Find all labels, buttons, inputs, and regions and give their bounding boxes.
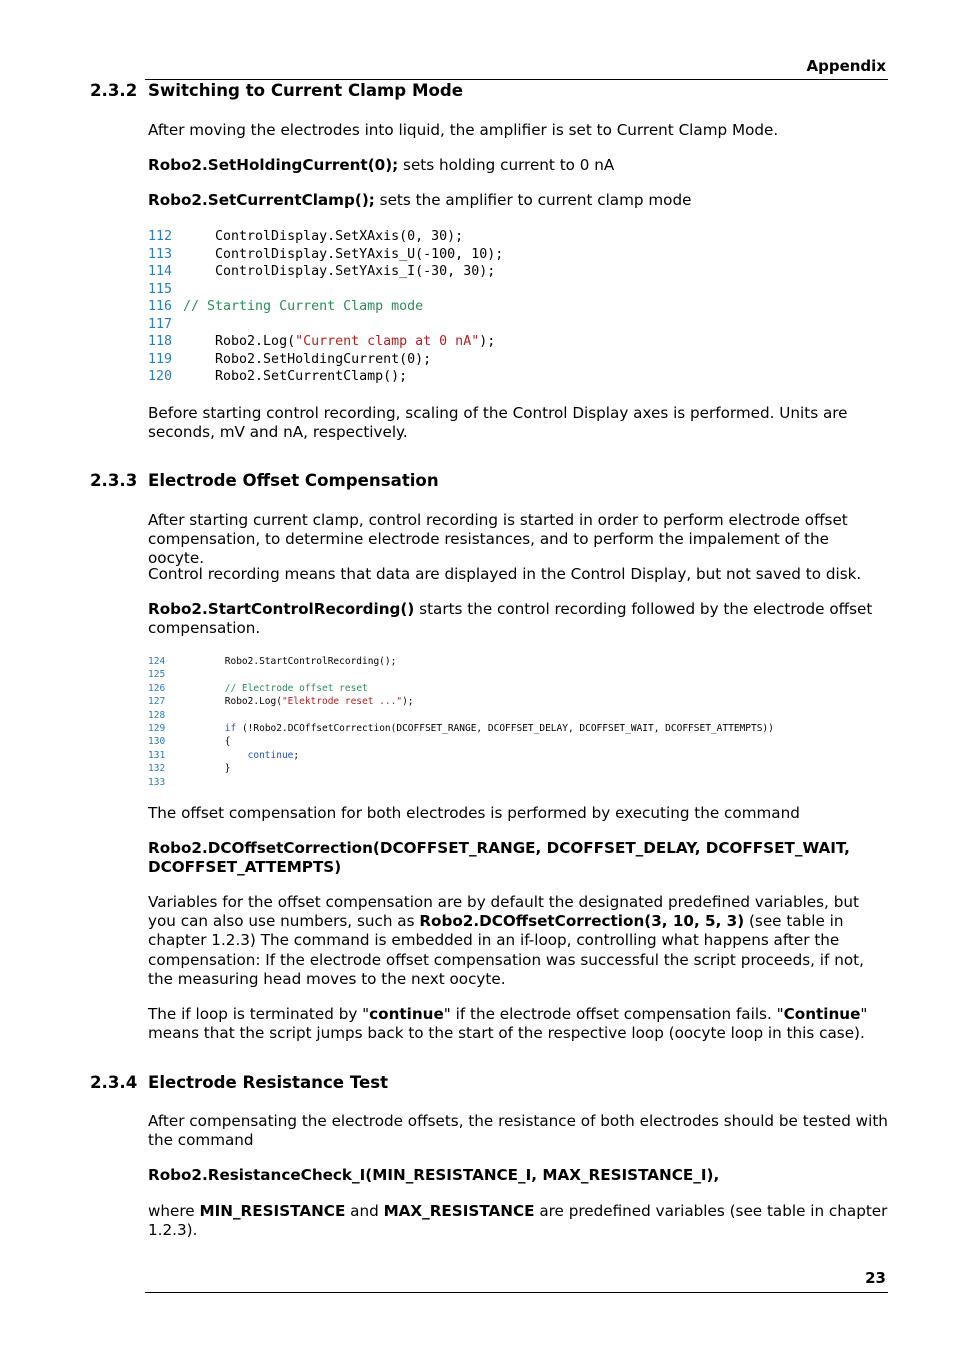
text: " if the electrode offset compensation fails. " — [443, 1005, 784, 1023]
code-post: ); — [402, 696, 414, 708]
section-title: Switching to Current Clamp Mode — [148, 81, 464, 100]
code-line — [148, 722, 774, 735]
line-number: 133 — [148, 776, 166, 788]
line-number: 114 — [148, 264, 173, 279]
code-cmt: // Starting Current Clamp mode — [183, 299, 424, 314]
code-pre: ControlDisplay.SetXAxis(0, 30); — [183, 229, 464, 244]
line-number: 128 — [148, 709, 166, 721]
code-line — [148, 709, 774, 722]
code-line — [148, 228, 503, 246]
code-pre: Robo2.SetHoldingCurrent(0); — [183, 351, 432, 367]
section-number: 2.3.4 — [90, 1073, 138, 1092]
keyword: Continue — [783, 1005, 861, 1023]
text: Variables for the offset compensation are by default the designated predefined variables, but you can also use numbers, such as — [148, 893, 859, 931]
code-line — [148, 368, 503, 386]
page-number: 23 — [865, 1269, 886, 1287]
code-pre: Robo2.Log( — [183, 334, 296, 349]
line-number: 125 — [148, 669, 166, 681]
paragraph: Before starting control recording, scaling of the Control Display axes is performed. Units are seconds, mV and nA, respectively. — [148, 404, 848, 442]
code-pre: ControlDisplay.SetYAxis_U(-100, 10); — [183, 246, 504, 262]
line-number: 127 — [148, 696, 166, 708]
code-line — [148, 655, 774, 668]
code-line — [148, 246, 503, 264]
code-cmt: // Electrode offset reset — [224, 682, 368, 694]
text: starts the control recording followed by the electrode offset compensation. — [148, 600, 873, 638]
code-line — [148, 749, 774, 762]
code-pre: } — [179, 763, 231, 775]
code-post: ; — [293, 749, 300, 761]
code-line — [148, 351, 503, 369]
paragraph: After compensating the electrode offsets, the resistance of both electrodes should be tested with the command — [148, 1112, 888, 1150]
code-str: "Current clamp at 0 nA" — [295, 334, 480, 349]
code-line — [148, 776, 774, 789]
code-line — [148, 298, 503, 316]
section-number: 2.3.3 — [90, 471, 138, 490]
running-header: Appendix — [806, 57, 886, 75]
line-number: 120 — [148, 369, 173, 384]
code-kw: continue — [247, 749, 294, 761]
line-number: 112 — [148, 229, 173, 244]
code-line — [148, 668, 774, 681]
paragraph — [148, 600, 888, 638]
header-rule — [145, 79, 888, 80]
section-heading-2-3-3 — [0, 471, 954, 491]
code-post: ); — [479, 334, 496, 349]
code-pre: Robo2.SetCurrentClamp(); — [183, 369, 408, 384]
paragraph — [148, 1202, 888, 1240]
command-block: Robo2.DCOffsetCorrection(DCOFFSET_RANGE, DCOFFSET_DELAY, DCOFFSET_WAIT, DCOFFSET_ATTEMPTS) — [148, 839, 850, 877]
text: are predefined variables (see table in chapter 1.2.3). — [148, 1202, 888, 1240]
line-number: 119 — [148, 351, 173, 367]
paragraph — [148, 893, 888, 989]
line-number: 130 — [148, 736, 166, 748]
code-pre: Robo2.StartControlRecording(); — [179, 656, 397, 667]
paragraph: The offset compensation for both electrodes is performed by executing the command — [148, 804, 800, 822]
code-pre: Robo2.Log( — [179, 696, 282, 708]
variable: MIN_RESISTANCE — [199, 1202, 346, 1220]
code-line — [148, 333, 503, 351]
text: where — [148, 1202, 200, 1220]
code-line — [148, 762, 774, 775]
section-heading-2-3-2 — [0, 81, 954, 101]
section-title: Electrode Offset Compensation — [148, 471, 439, 490]
line-number: 113 — [148, 246, 173, 262]
variable: MAX_RESISTANCE — [383, 1202, 535, 1220]
code-line — [148, 263, 503, 281]
code-line — [148, 316, 503, 334]
line-number: 117 — [148, 316, 173, 332]
code-pre: ControlDisplay.SetYAxis_I(-30, 30); — [183, 264, 496, 279]
section-title: Electrode Resistance Test — [148, 1073, 389, 1092]
footer-rule — [145, 1292, 888, 1293]
code-line — [148, 735, 774, 748]
section-heading-2-3-4 — [0, 1073, 954, 1093]
code-line — [148, 281, 503, 299]
line-number: 131 — [148, 749, 166, 761]
section-number: 2.3.2 — [90, 81, 138, 100]
text: (see table in chapter 1.2.3) The command is embedded in an if-loop, controlling what happens after the compensation: If the electrode offset compensation was successful the script proceeds, if not, the measuring head moves to the next oocyte. — [148, 912, 864, 988]
paragraph: After moving the electrodes into liquid, the amplifier is set to Current Clamp Mode. — [148, 121, 779, 139]
command: Robo2.DCOffsetCorrection(3, 10, 5, 3) — [419, 912, 745, 931]
paragraph — [148, 191, 888, 210]
line-number: 118 — [148, 334, 173, 349]
text: The if loop is terminated by " — [148, 1005, 370, 1023]
paragraph: After starting current clamp, control recording is started in order to perform electrode offset compensation, to determine electrode resistances, and to perform the impalement of the oocyte. — [148, 511, 848, 568]
code-str: "Elektrode reset ..." — [281, 696, 403, 708]
code-line — [148, 682, 774, 695]
paragraph — [148, 1005, 888, 1043]
text: sets the amplifier to current clamp mode — [374, 191, 692, 209]
command: Robo2.SetCurrentClamp(); — [148, 191, 375, 209]
code-kw: if — [224, 723, 237, 735]
text: and — [345, 1202, 384, 1220]
code-pre: { — [179, 736, 231, 748]
code-post: (!Robo2.DCOffsetCorrection(DCOFFSET_RANGE, DCOFFSET_DELAY, DCOFFSET_WAIT, DCOFFSET_ATTEMPTS)) — [236, 723, 774, 735]
code-pre — [179, 682, 225, 695]
paragraph: Control recording means that data are displayed in the Control Display, but not saved to disk. — [148, 565, 862, 583]
code-pre — [179, 749, 248, 762]
command: Robo2.StartControlRecording() — [148, 600, 415, 618]
line-number: 124 — [148, 656, 166, 667]
command-block: Robo2.ResistanceCheck_I(MIN_RESISTANCE_I, MAX_RESISTANCE_I), — [148, 1166, 720, 1184]
code-listing-2 — [148, 655, 774, 789]
paragraph — [148, 156, 888, 175]
text: " means that the script jumps back to the start of the respective loop (oocyte loop in this case). — [148, 1005, 868, 1043]
text: sets holding current to 0 nA — [398, 156, 615, 174]
code-line — [148, 695, 774, 708]
command: Robo2.SetHoldingCurrent(0); — [148, 156, 399, 174]
code-pre — [179, 722, 225, 735]
line-number: 126 — [148, 682, 166, 694]
keyword: continue — [369, 1005, 444, 1023]
line-number: 129 — [148, 723, 166, 735]
line-number: 132 — [148, 763, 166, 775]
code-listing-1 — [148, 228, 503, 386]
line-number: 115 — [148, 281, 173, 297]
line-number: 116 — [148, 299, 173, 314]
